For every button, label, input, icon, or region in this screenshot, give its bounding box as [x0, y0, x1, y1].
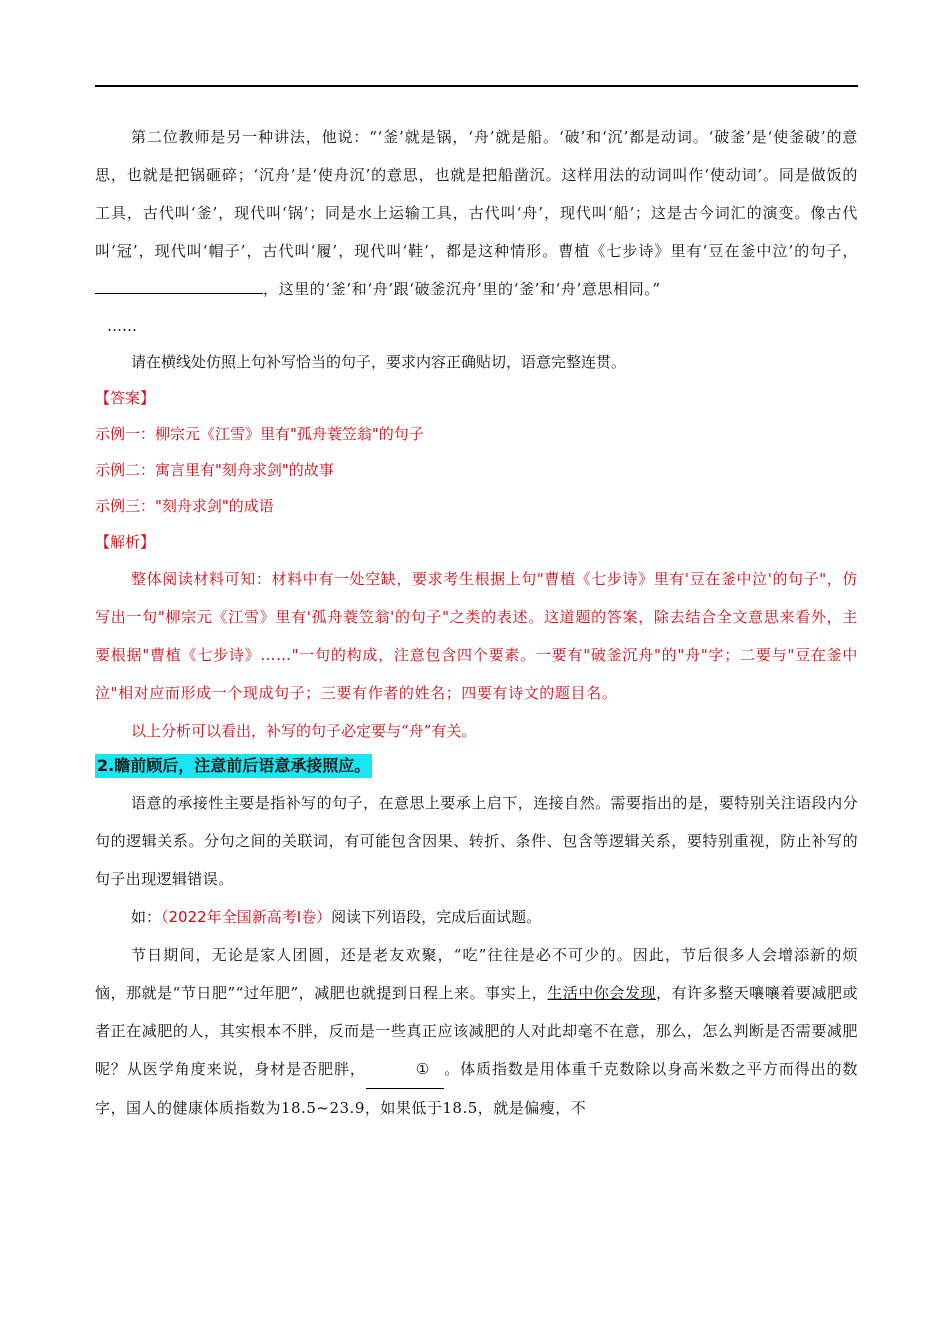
analysis-label: 【解析】 — [95, 533, 156, 551]
blank-marker-1: ① — [366, 1050, 444, 1089]
answer-example-3: 示例三："刻舟求剑"的成语 — [95, 497, 274, 515]
passage-paragraph — [95, 936, 858, 1127]
header-rule — [95, 85, 858, 87]
example-source: （2022年全国新高考Ⅰ卷） — [161, 908, 332, 926]
example-intro — [95, 898, 858, 936]
passage-part1: 节日期间，无论是家人团圆，还是老友欢聚，“吃”往往是必不可少的。因此，节后很多人会增添新的烦恼，那就是“节日肥”“过年肥”，减肥也就提到日程上来。事实上， — [95, 946, 858, 1002]
answer-example-1: 示例一：柳宗元《江雪》里有"孤舟蓑笠翁"的句子 — [95, 425, 424, 443]
section-heading: 2.瞻前顾后，注意前后语意承接照应。 — [95, 754, 372, 778]
answer-label: 【答案】 — [95, 389, 156, 407]
para1-text-after: ，这里的‘釜’和‘舟’跟‘破釜沉舟’里的‘釜’和‘舟’意思相同。” — [263, 280, 661, 298]
example-prefix: 如： — [131, 908, 162, 926]
analysis-conclusion: 以上分析可以看出，补写的句子必定要与“舟”有关。 — [131, 722, 477, 740]
example-suffix: 阅读下列语段，完成后面试题。 — [331, 908, 542, 926]
answer-blank — [95, 277, 217, 294]
ellipsis: …… — [107, 317, 137, 335]
section-paragraph: 语意的承接性主要是指补写的句子，在意思上要承上启下，连接自然。需要指出的是，要特别关注语段内分句的逻辑关系。分句之间的关联词，有可能包含因果、转折、条件、包含等逻辑关系，要特别重视，防止补写的句子出现逻辑错误。 — [95, 794, 858, 888]
answer-example-2: 示例二：寓言里有"刻舟求剑"的故事 — [95, 461, 334, 479]
para1-text-before: 第二位教师是另一种讲法，他说：“‘釜’就是锅，‘舟’就是船。‘破’和‘沉’都是动词。‘破釜’是‘使釜破’的意思，也就是把锅砸碎；‘沉舟’是‘使舟沉’的意思，也就是把船凿沉。这样用法的动词叫作‘使动词’。同是做饭的工具，古代叫‘釜’，现代叫‘锅’；同是水上运输工具，古代叫‘舟’，现代叫‘船’；这是古今词汇的演变。像古代叫‘冠’，现代叫‘帽子’，古代叫‘履’，现代叫‘鞋’，都是这种情形。曹植《七步诗》里有‘豆在釜中泣’的句子， — [95, 128, 858, 260]
answer-blank-continued — [217, 277, 263, 294]
passage-part2: ，有许多整天嚷嚷着要减肥或者正在减肥的人，其实根本不胖，反而是一些真正应该减肥的人对此却毫不在意，那么，怎么判断是否需要减肥呢？从医学角度来说，身材是否肥胖， — [95, 984, 858, 1078]
section-heading-wrap — [95, 750, 858, 784]
instruction: 请在横线处仿照上句补写恰当的句子，要求内容正确贴切，语意完整连贯。 — [131, 353, 627, 371]
page-content — [95, 118, 858, 1127]
teacher-paragraph — [95, 118, 858, 308]
underlined-phrase: 生活中你会发现 — [547, 984, 657, 1002]
passage-part3: 。体质指数是用体重千克数除以身高米数之平方而得出的数字，国人的健康体质指数为18.5~23.9，如果低于18.5，就是偏瘦，不 — [95, 1060, 858, 1117]
analysis-paragraph: 整体阅读材料可知：材料中有一处空缺，要求考生根据上句"曹植《七步诗》里有'豆在釜中泣'的句子"，仿写出一句"柳宗元《江雪》里有'孤舟蓑笠翁'的句子"之类的表述。这道题的答案，除去结合全文意思来看外，主要根据"曹植《七步诗》……"一句的构成，注意包含四个要素。一要有"破釜沉舟"的"舟"字；二要与"豆在釜中泣"相对应而形成一个现成句子；三要有作者的姓名；四要有诗文的题目名。 — [95, 570, 858, 702]
